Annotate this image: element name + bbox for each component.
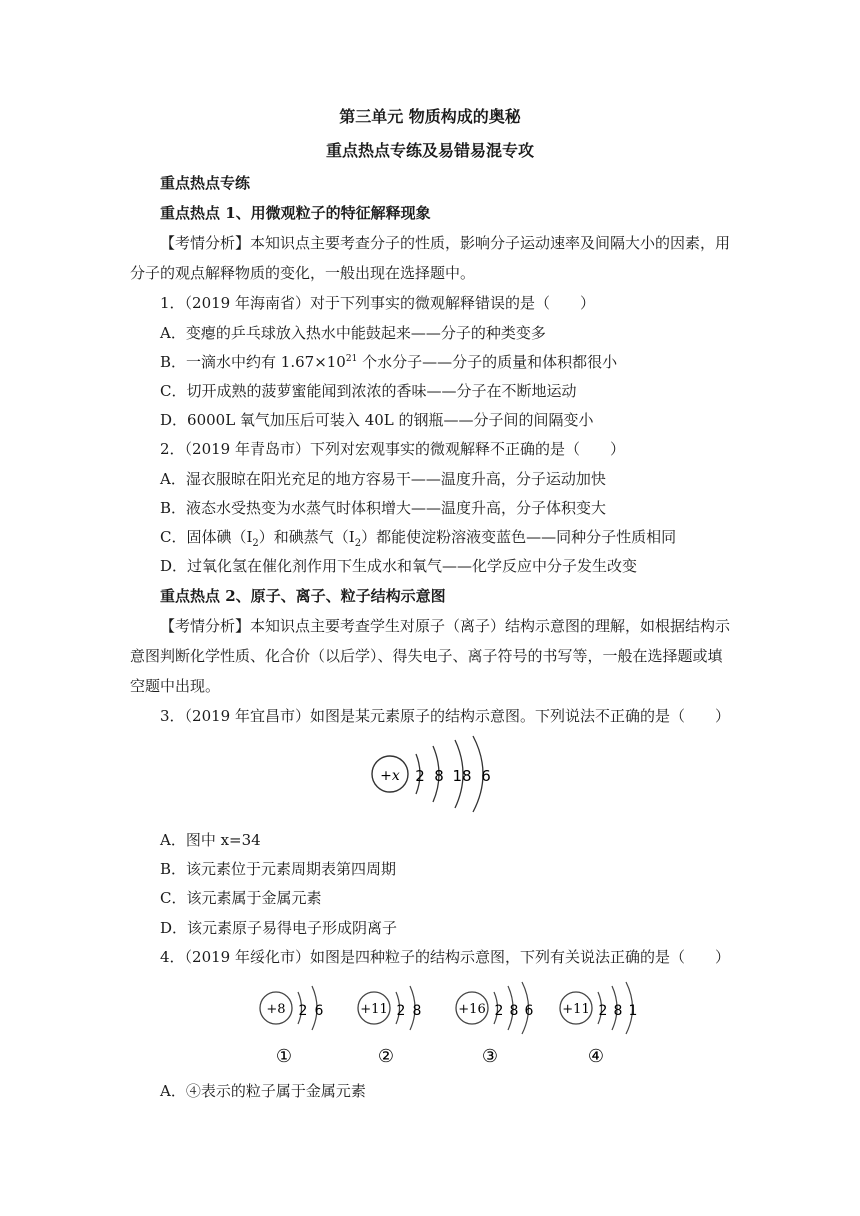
svg-text:6: 6 [314, 1003, 324, 1019]
q3-shell-4: 6 [481, 767, 491, 785]
q2-option-d: D．过氧化氢在催化剂作用下生成水和氧气——化学反应中分子发生改变 [160, 557, 638, 575]
unit-title: 第三单元 物质构成的奥秘 [339, 107, 521, 126]
particle-4-label: ④ [587, 1046, 605, 1067]
particle-4 [560, 982, 637, 1067]
q2-option-b: B．液态水受热变为水蒸气时体积增大——温度升高，分子体积变大 [160, 499, 607, 517]
q3-option-b: B．该元素位于元素周期表第四周期 [160, 860, 397, 878]
analysis1-line1: 【考情分析】本知识点主要考查分子的性质，影响分子运动速率及间隔大小的因素，用 [160, 234, 731, 252]
particle-2-label: ② [377, 1046, 395, 1067]
section-heading: 重点热点专练 [160, 174, 251, 192]
q4-particle-diagrams [250, 980, 650, 1072]
svg-text:1: 1 [628, 1003, 638, 1019]
q1-option-d: D．6000L 氧气加压后可装入 40L 的钢瓶——分子间的间隔变小 [160, 411, 594, 429]
svg-text:8: 8 [509, 1003, 519, 1019]
particle-2-nucleus: +11 [360, 1002, 388, 1017]
svg-text:8: 8 [412, 1003, 422, 1019]
q2-option-a: A．湿衣服晾在阳光充足的地方容易干——温度升高，分子运动加快 [160, 470, 606, 488]
q1-option-c: C．切开成熟的菠萝蜜能闻到浓浓的香味——分子在不断地运动 [160, 382, 577, 400]
q3-option-a: A．图中 x=34 [160, 831, 261, 849]
q3-option-d: D．该元素原子易得电子形成阴离子 [160, 919, 398, 937]
q3-shell-1: 2 [415, 767, 425, 785]
particle-1-nucleus: +8 [266, 1002, 286, 1017]
q4-option-a: A．④表示的粒子属于金属元素 [160, 1082, 366, 1100]
q3-nucleus-label: +x [380, 768, 400, 784]
particle-3-label: ③ [481, 1046, 499, 1067]
svg-text:2: 2 [598, 1003, 608, 1019]
q3-atom-structure-diagram [360, 732, 510, 816]
svg-text:2: 2 [298, 1003, 308, 1019]
analysis2-line1: 【考情分析】本知识点主要考查学生对原子（离子）结构示意图的理解，如根据结构示 [160, 617, 731, 635]
analysis1-line2: 分子的观点解释物质的变化，一般出现在选择题中。 [130, 264, 476, 282]
q3-option-c: C．该元素属于金属元素 [160, 889, 322, 907]
hotspot1-heading: 重点热点 1、用微观粒子的特征解释现象 [160, 204, 431, 222]
svg-text:6: 6 [524, 1003, 534, 1019]
svg-text:2: 2 [494, 1003, 504, 1019]
particle-1-label: ① [275, 1046, 293, 1067]
page-subtitle: 重点热点专练及易错易混专攻 [325, 141, 534, 160]
q1-option-b: B．一滴水中约有 $1.67\times 10^{21}$ 个水分子——分子的质量和体积都很小 [160, 353, 618, 371]
q3-shell-3: 18 [452, 767, 472, 785]
q2-option-c: C．固体碘$(I_2)$和碘蒸气$(I_2)$都能使淀粉溶液变蓝色——同种分子性质相同 [160, 528, 677, 549]
particle-1 [260, 986, 324, 1067]
analysis2-line3: 空题中出现。 [130, 677, 221, 695]
q3-shell-2: 8 [434, 767, 444, 785]
q1-stem: 1．（2019 年海南省）对于下列事实的微观解释错误的是（ ） [160, 294, 595, 312]
svg-text:2: 2 [396, 1003, 406, 1019]
q4-stem: 4．（2019 年绥化市）如图是四种粒子的结构示意图，下列有关说法正确的是（ ） [160, 948, 730, 966]
analysis2-line2: 意图判断化学性质、化合价（以后学）、得失电子、离子符号的书写等，一般在选择题或填 [130, 647, 723, 665]
particle-4-nucleus: +11 [562, 1002, 590, 1017]
q2-stem: 2．（2019 年青岛市）下列对宏观事实的微观解释不正确的是（ ） [160, 440, 625, 458]
particle-3 [456, 982, 534, 1067]
q1-option-a: A．变瘪的乒乓球放入热水中能鼓起来——分子的种类变多 [160, 324, 546, 342]
hotspot2-heading: 重点热点 2、原子、离子、粒子结构示意图 [160, 587, 446, 605]
q3-stem: 3．（2019 年宜昌市）如图是某元素原子的结构示意图。下列说法不正确的是（ ） [160, 707, 730, 725]
particle-3-nucleus: +16 [458, 1002, 486, 1017]
particle-2 [358, 986, 421, 1067]
svg-text:8: 8 [613, 1003, 623, 1019]
